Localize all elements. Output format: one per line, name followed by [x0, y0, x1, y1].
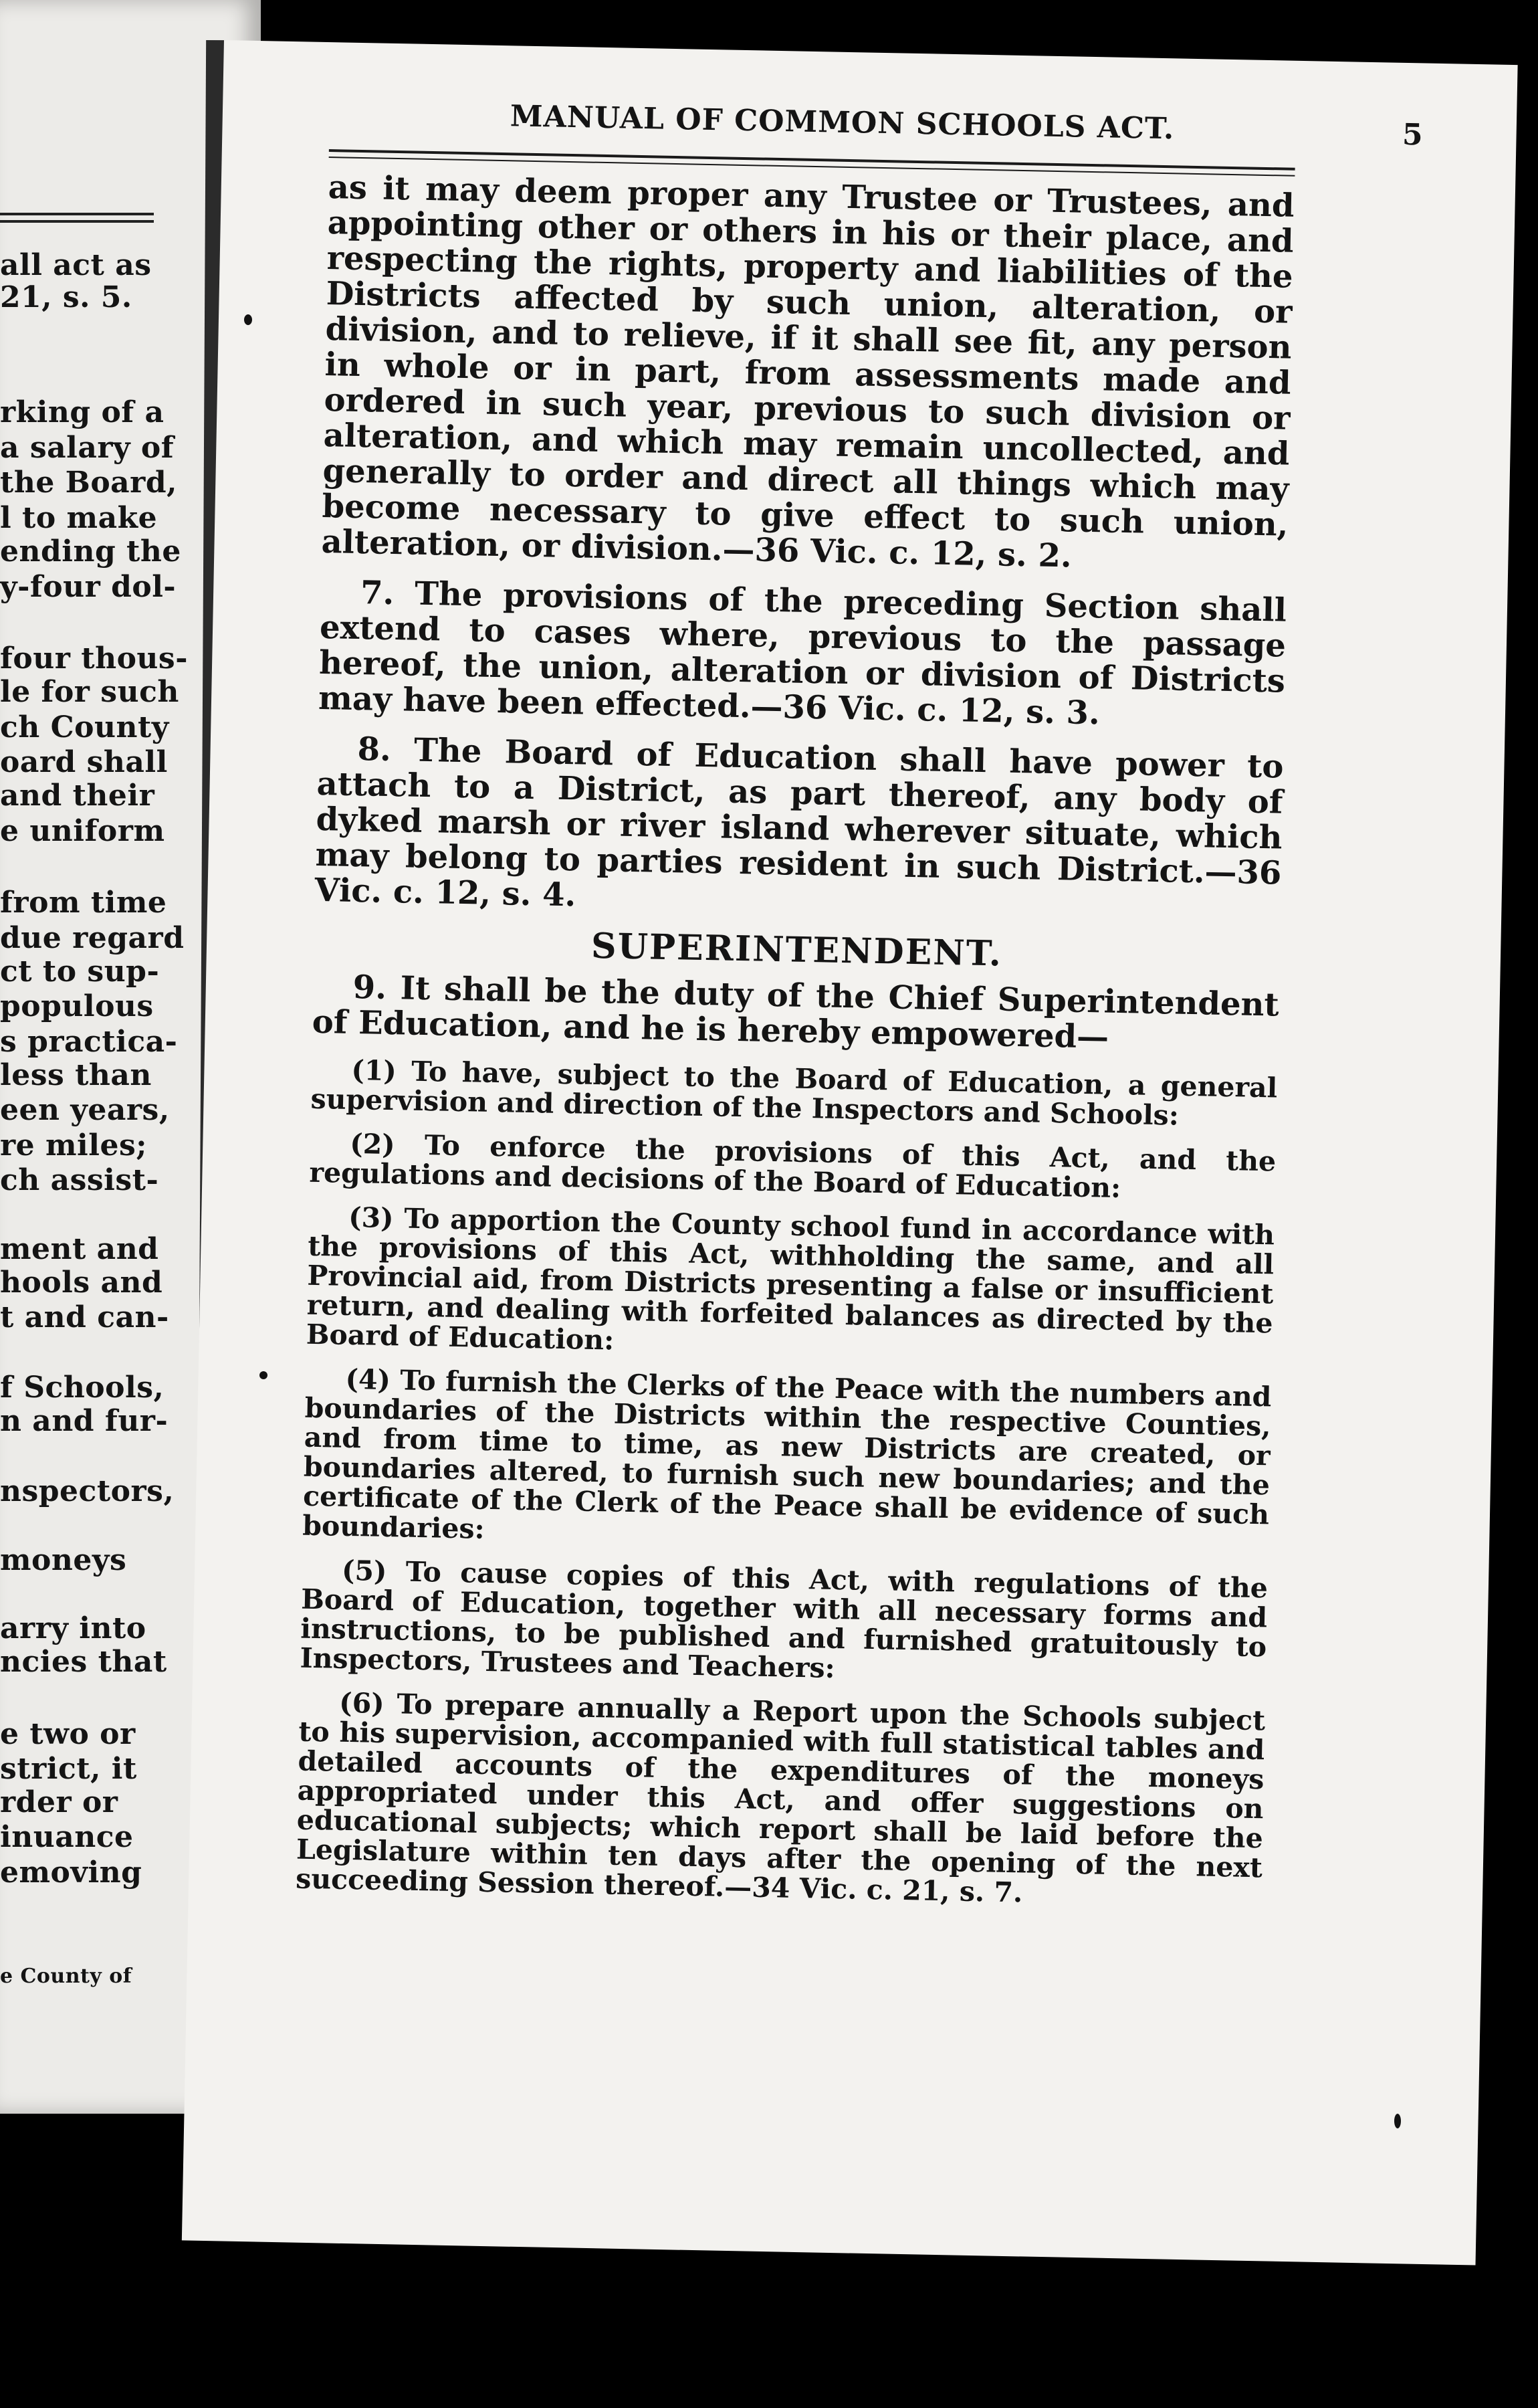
left-page-line: oard shall	[0, 745, 168, 779]
left-page-line: le for such	[0, 675, 179, 709]
section-7	[318, 575, 1287, 735]
paragraph-continued: as it may deem proper any Trustee or Trustees, and appointing other or others in his or their place, and respecting the rights, property and liabilities of the Districts affected by such union, alteration, or division, and to relieve, if it shall see fit, any person in whole or in part, from assessments made and ordered in such year, previous to such division or alteration, and which may remain uncollected, and generally to order and direct all things which may become necessary to give effect to such union, alteration, or division.—36 Vic. c. 12, s. 2.	[321, 169, 1295, 575]
scan-speck	[244, 314, 252, 325]
clause-item: (3) To apportion the County school fund in accordance with the provisions of this Act, withholding the same, and all Provincial aid, from Districts presenting a false or insufficient return, and dealing with forfeited balances as directed by the Board of Education:	[306, 1201, 1275, 1357]
section-text: It shall be the duty of the Chief Superintendent of Education, and he is hereby empowered—	[312, 969, 1280, 1056]
clause-item: (6) To prepare annually a Report upon the Schools subject to his supervision, accompanied with full statistical tables and detailed accounts of the expenditures of the moneys appropriated under this Act, and offer suggestions on educational subjects; which report shall be laid before the Legislature within ten days after the opening of the next succeeding Session thereof.—34 Vic. c. 21, s. 7.	[295, 1686, 1266, 1909]
left-page-line: ncies that	[0, 1645, 167, 1679]
section-9	[312, 969, 1279, 1059]
left-page-line: inuance	[0, 1820, 134, 1854]
left-page-line: the Board,	[0, 466, 177, 500]
left-page-footnote: e County of	[0, 1965, 132, 1988]
left-page-line: ment and	[0, 1232, 159, 1266]
section-8	[314, 731, 1284, 927]
left-page-line: due regard	[0, 921, 185, 955]
left-page-header-rule	[0, 213, 154, 227]
clause-item: (1) To have, subject to the Board of Education, a general supervision and direction of the Inspectors and Schools:	[310, 1054, 1278, 1132]
left-page-line: ch County	[0, 710, 169, 744]
left-page-line: emoving	[0, 1855, 142, 1890]
left-page-line: arry into	[0, 1611, 146, 1645]
body-text	[312, 170, 1295, 1059]
page-header	[329, 89, 1424, 169]
left-page-line: 21, s. 5.	[0, 280, 132, 314]
clause-item: (5) To cause copies of this Act, with regulations of the Board of Education, together with all necessary forms and instructions, to be published and furnished gratuitously to Inspectors, Trustees and Teachers:	[300, 1554, 1269, 1684]
left-page-line: rking of a	[0, 395, 164, 429]
left-page-line: a salary of	[0, 431, 175, 465]
left-page-line: l to make	[0, 501, 158, 535]
left-page-line: nspectors,	[0, 1474, 175, 1508]
section-heading: SUPERINTENDENT.	[590, 925, 1003, 975]
left-page-line: e uniform	[0, 814, 165, 848]
section-text: The provisions of the preceding Section shall extend to cases where, previous to the passage hereof, the union, alteration or division of Districts may have been effected.—36 Vic. c. 12, s. 3.	[318, 575, 1287, 732]
left-page-line: ending the	[0, 534, 181, 569]
section-number: 7.	[360, 574, 395, 613]
left-page-line: een years,	[0, 1093, 170, 1127]
left-page-line: s practica-	[0, 1025, 178, 1059]
scan-speck	[259, 1371, 267, 1379]
left-page-line: less than	[0, 1058, 152, 1092]
left-page-line: rder or	[0, 1785, 118, 1819]
running-head: MANUAL OF COMMON SCHOOLS ACT.	[510, 99, 1175, 146]
left-page-line: ct to sup-	[0, 955, 160, 989]
scan-speck	[1394, 2114, 1401, 2128]
left-page-line: four thous-	[0, 641, 188, 676]
left-page-line: hools and	[0, 1266, 163, 1300]
left-page-line: from time	[0, 886, 167, 920]
section-number: 9.	[352, 968, 387, 1007]
left-page-line: all act as	[0, 248, 152, 282]
left-page-line: y-four dol-	[0, 570, 177, 604]
clause-list	[296, 1055, 1278, 1912]
left-page-line: n and fur-	[0, 1404, 169, 1438]
left-page-line: e two or	[0, 1717, 136, 1751]
clause-item: (2) To enforce the provisions of this Act, and the regulations and decisions of the Board of Education:	[309, 1127, 1277, 1205]
left-page-line: t and can-	[0, 1300, 169, 1334]
left-page-line: f Schools,	[0, 1371, 164, 1405]
left-page-line: and their	[0, 779, 155, 813]
left-page-line: moneys	[0, 1543, 127, 1577]
page-number: 5	[1402, 117, 1424, 153]
left-page-line: re miles;	[0, 1128, 147, 1163]
left-page-line: ch assist-	[0, 1163, 159, 1197]
clause-item: (4) To furnish the Clerks of the Peace with the numbers and boundaries of the Districts within the respective Counties, and from time to time, as new Districts are created, or boundaries altered, to furnish such new boundaries; and the certificate of the Clerk of the Peace shall be evidence of such boundaries:	[302, 1363, 1272, 1545]
main-page	[182, 40, 1518, 2266]
left-page-line: populous	[0, 989, 154, 1023]
section-text: The Board of Education shall have power to attach to a District, as part thereof, any body of dyked marsh or river island wherever situate, which may belong to parties resident in such District.—36 Vic. c. 12, s. 4.	[314, 731, 1284, 914]
section-number: 8.	[357, 730, 392, 769]
left-page-line: strict, it	[0, 1752, 137, 1786]
